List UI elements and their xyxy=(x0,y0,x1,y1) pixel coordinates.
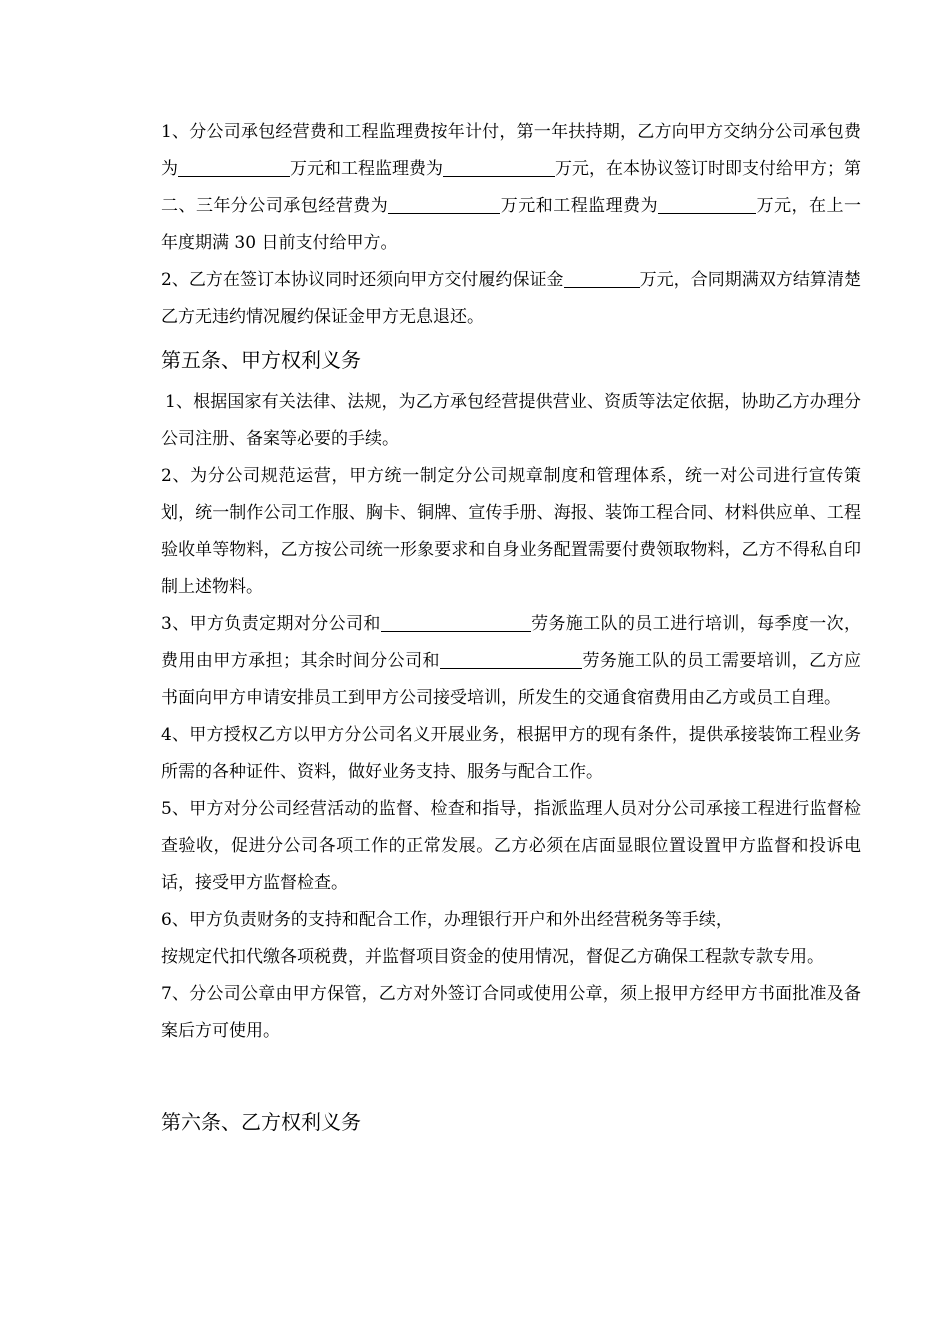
text-segment: 万元，在上一年度期满 30 日前支付给甲方。 xyxy=(161,196,862,253)
art5-paragraph-5: 5、甲方对分公司经营活动的监督、检查和指导，指派监理人员对分公司承接工程进行监督检查验收，促进分公司各项工作的正常发展。乙方必须在店面显眼位置设置甲方监督和投诉电话，接受甲方监督检查。 xyxy=(161,799,861,893)
art5-paragraph-6b: 按规定代扣代缴各项税费，并监督项目资金的使用情况，督促乙方确保工程款专款专用。 xyxy=(161,947,824,967)
section-heading-art5: 第五条、甲方权利义务 xyxy=(161,348,361,372)
text-segment: 万元，在本协议签订时即支付给甲方；第二、三年分公司承包经营费为 xyxy=(161,159,861,216)
fill-blank-labor-team-2[interactable] xyxy=(440,650,582,669)
text-segment: 万元和工程监理费为 xyxy=(290,159,443,179)
art4-paragraph-1 xyxy=(161,114,861,262)
fill-blank-contract-fee-y1[interactable] xyxy=(178,158,290,177)
art4-paragraph-2 xyxy=(161,262,861,336)
text-segment: 劳务施工队的员工需要培训，乙方应书面向甲方申请安排员工到甲方公司接受培训，所发生的交通食宿费用由乙方或员工自理。 xyxy=(161,651,861,708)
art5-paragraph-4: 4、甲方授权乙方以甲方分公司名义开展业务，根据甲方的现有条件，提供承接装饰工程业务所需的各种证件、资料，做好业务支持、服务与配合工作。 xyxy=(161,725,861,782)
fill-blank-supervision-fee-y1[interactable] xyxy=(443,158,555,177)
art5-paragraph-6a: 6、甲方负责财务的支持和配合工作，办理银行开户和外出经营税务等手续， xyxy=(161,910,733,930)
art5-paragraph-7: 7、分公司公章由甲方保管，乙方对外签订合同或使用公章，须上报甲方经甲方书面批准及备案后方可使用。 xyxy=(161,984,861,1041)
text-segment: 1、分公司承包经营费和工程监理费按年计付，第一年扶持期，乙方向甲方交纳分公司承包费为 xyxy=(161,122,861,179)
text-segment: 2、乙方在签订本协议同时还须向甲方交付履约保证金 xyxy=(161,270,564,290)
fill-blank-performance-bond[interactable] xyxy=(564,269,640,288)
fill-blank-contract-fee-y23[interactable] xyxy=(388,195,500,214)
text-segment: 3、甲方负责定期对分公司和 xyxy=(161,614,381,634)
text-segment: 万元和工程监理费为 xyxy=(500,196,659,216)
fill-blank-labor-team-1[interactable] xyxy=(381,613,531,632)
art5-paragraph-1: 1、根据国家有关法律、法规，为乙方承包经营提供营业、资质等法定依据，协助乙方办理分公司注册、备案等必要的手续。 xyxy=(161,392,861,449)
section-heading-art6: 第六条、乙方权利义务 xyxy=(161,1110,361,1134)
text-segment: 劳务施工队的员工进行培训，每季度一次，费用由甲方承担；其余时间分公司和 xyxy=(161,614,861,671)
fill-blank-supervision-fee-y23[interactable] xyxy=(658,195,756,214)
art5-paragraph-3 xyxy=(161,606,861,717)
document-page xyxy=(161,114,861,1146)
art5-paragraph-2: 2、为分公司规范运营，甲方统一制定分公司规章制度和管理体系，统一对公司进行宣传策划，统一制作公司工作服、胸卡、铜牌、宣传手册、海报、装饰工程合同、材料供应单、工程验收单等物料，乙方按公司统一形象要求和自身业务配置需要付费领取物料，乙方不得私自印制上述物料。 xyxy=(161,466,861,597)
text-segment: 万元，合同期满双方结算清楚乙方无违约情况履约保证金甲方无息退还。 xyxy=(161,270,861,327)
